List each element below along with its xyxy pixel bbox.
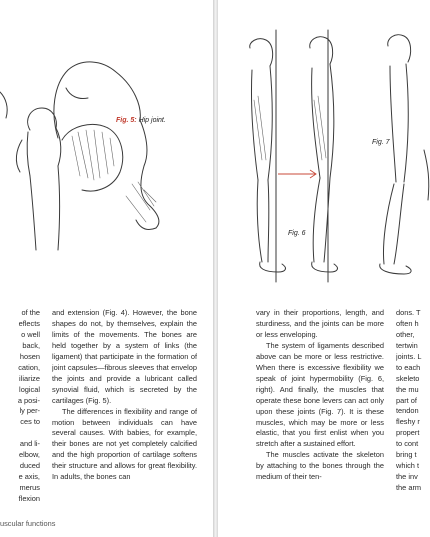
text-line: fleshy r [396, 417, 420, 427]
text-line: ces to [20, 417, 40, 427]
paragraph: and extension (Fig. 4). However, the bone shapes do not, by themselves, explain the limits of the movements. The bones are held together by a system of links (the ligament) that participate in the formation of joint capsules—fibrous sleeves that envelop the joints and provide a lubricant called synovial fluid, which is secreted by the cartilages (Fig. 5). [52, 308, 197, 405]
text-line: the inv [396, 472, 418, 482]
text-line: duced [19, 461, 40, 471]
right-column-1 [256, 308, 384, 483]
text-line: bring t [396, 450, 417, 460]
left-column-1 [0, 308, 40, 505]
text-line [0, 428, 40, 439]
text-line: tendon [396, 406, 419, 416]
fig7-caption: Fig. 7 [372, 139, 390, 146]
text-line: of the [21, 308, 40, 317]
hip-joint-illustration [0, 0, 213, 300]
right-page [218, 0, 430, 537]
paragraph: The muscles activate the skeleton by attaching to the bones through the medium of their ten- [256, 450, 384, 482]
left-page [0, 0, 213, 537]
text-line: skeleto [396, 373, 420, 383]
text-line: other, [396, 329, 415, 339]
text-line: flexion [18, 493, 40, 503]
text-line: joints. L [396, 351, 422, 361]
left-column-2 [52, 308, 197, 483]
text-line: back, [22, 340, 40, 350]
right-column-2 [396, 308, 430, 494]
text-line: to cont [396, 439, 419, 449]
text-line: cation, [18, 362, 40, 372]
text-line: logical [19, 384, 40, 394]
text-line: eflects [18, 318, 40, 328]
text-line: and li- [19, 439, 40, 449]
paragraph: The differences in flexibility and range of motion between individuals can have several causes. With babies, for example, their bones are not yet completely calcified and the high proportion of cartilage softens their structure and allows for great flexibility. In adults, the bones can [52, 406, 197, 482]
text-line: a posi- [17, 395, 40, 405]
text-line: propert [396, 428, 420, 438]
page-footer: uscular functions [0, 519, 56, 528]
text-line: to each [396, 362, 421, 372]
text-line: dons. T [396, 308, 421, 317]
paragraph: vary in their proportions, length, and sturdiness, and the joints can be more or less enveloping. [256, 308, 384, 339]
text-line: the arm [396, 483, 422, 492]
fig6-caption: Fig. 6 [288, 230, 306, 237]
text-line: part of [396, 395, 417, 405]
text-line: e axis, [18, 472, 40, 482]
fig5-caption: Fig. 5: Hip joint. [116, 117, 166, 124]
text-line: often h [396, 318, 419, 328]
leg-flexibility-illustration [218, 0, 430, 300]
text-line: o well [21, 329, 40, 339]
text-line: tertwin [396, 340, 418, 350]
paragraph: The system of ligaments described above can be more or less restrictive. When there is excessive flexibility we speak of joint hypermobility (Fig. 6, right). And finally, the muscles that operate these bone levers can act only upon these joints (Fig. 7). It is these muscles, which may be more or less elastic, that you first enlist when you stretch after a sustained effort. [256, 340, 384, 449]
text-line: merus [19, 483, 40, 492]
text-line: elbow, [19, 450, 40, 460]
text-line: ly per- [19, 406, 40, 416]
text-line: which t [396, 461, 420, 471]
text-line: iliarize [19, 373, 40, 383]
text-line: hosen [19, 351, 40, 361]
text-line: the mu [396, 384, 419, 394]
